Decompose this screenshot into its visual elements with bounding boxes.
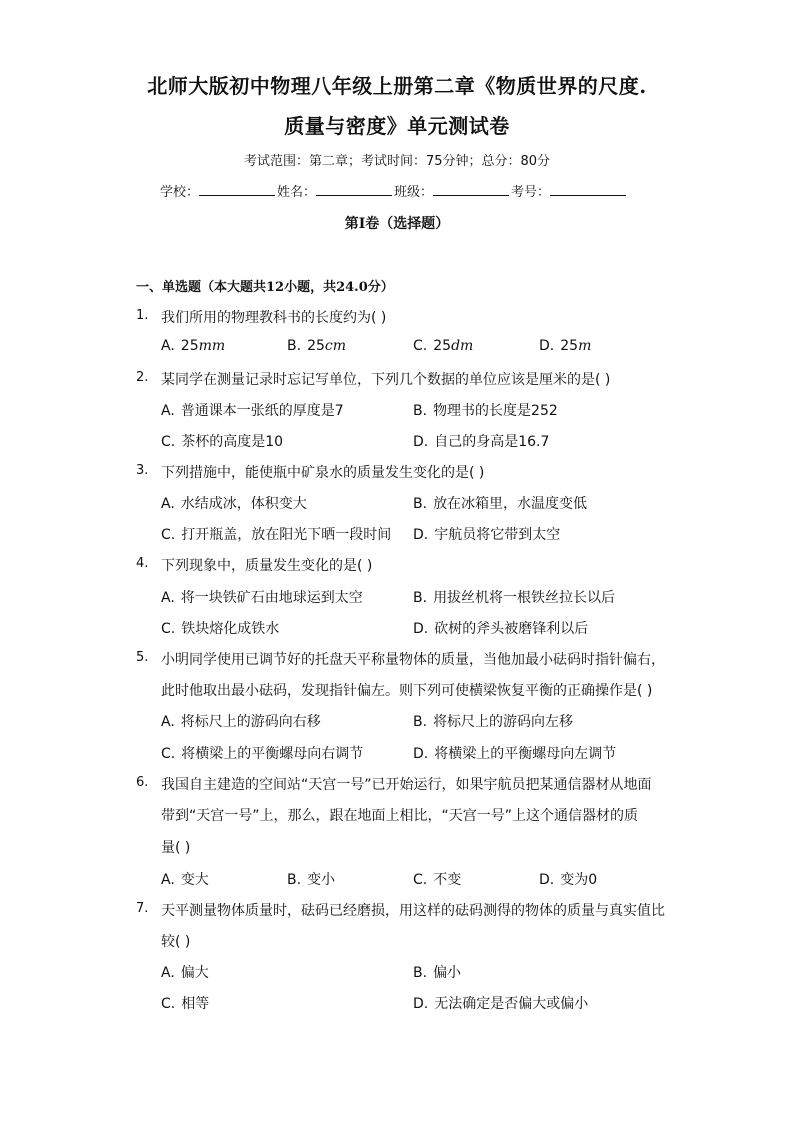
option-text: 普通课本一张纸的厚度是7 (180, 403, 344, 419)
option-b[interactable] (287, 338, 346, 354)
option-b[interactable] (413, 711, 573, 731)
option-d[interactable] (413, 431, 549, 451)
option-text: 砍树的斧头被磨锋利以后 (434, 621, 589, 637)
option-c[interactable] (413, 338, 473, 354)
option-a[interactable] (161, 711, 321, 731)
option-key: C. (161, 434, 176, 450)
question-text-line-3: 量( ) (161, 840, 191, 856)
class-field[interactable] (394, 181, 511, 200)
option-d[interactable] (413, 993, 588, 1013)
option-c[interactable] (161, 618, 279, 638)
option-key: A. (161, 496, 175, 512)
option-key: B. (413, 590, 428, 606)
option-text: 水结成冰，体积变大 (180, 496, 307, 512)
question-number: 3. (136, 463, 149, 478)
option-value: 25 (307, 338, 325, 354)
question-text: 某同学在测量记录时忘记写单位，下列几个数据的单位应该是厘米的是( ) (161, 372, 611, 388)
option-unit: m (578, 338, 592, 354)
option-a[interactable] (161, 493, 307, 513)
question-number: 6. (136, 775, 149, 790)
option-text: 打开瓶盖，放在阳光下晒一段时间 (181, 527, 392, 543)
exam-no-label: 考号： (511, 185, 551, 200)
question-text-line-1: 我国自主建造的空间站“天宫一号”已开始运行，如果宇航员把某通信器材从地面 (161, 777, 652, 793)
question-text: 下列现象中，质量发生变化的是( ) (161, 558, 373, 574)
option-text: 相等 (181, 996, 210, 1012)
question-number: 2. (136, 370, 149, 385)
option-key: C. (161, 746, 176, 762)
option-text: 变小 (307, 872, 336, 888)
question-text-line-2: 带到“天宫一号”上，那么，跟在地面上相比，“天宫一号”上这个通信器材的质 (161, 808, 639, 824)
option-text: 物理书的长度是252 (433, 403, 558, 419)
option-key: A. (161, 965, 175, 981)
option-text: 放在冰箱里，水温度变低 (433, 496, 588, 512)
option-a[interactable] (161, 400, 344, 420)
option-text: 偏大 (180, 965, 209, 981)
question-number: 5. (136, 650, 149, 665)
option-text: 将横梁上的平衡螺母向左调节 (434, 746, 617, 762)
option-text: 用拔丝机将一根铁丝拉长以后 (433, 590, 616, 606)
option-key: D. (413, 621, 429, 637)
option-text: 无法确定是否偏大或偏小 (434, 996, 589, 1012)
option-text: 将标尺上的游码向右移 (180, 714, 321, 730)
option-value: 25 (560, 338, 579, 354)
exam-meta: 考试范围：第二章；考试时间：75分钟；总分：80分 (243, 154, 551, 169)
name-field[interactable] (277, 181, 394, 200)
option-key: D. (413, 527, 429, 543)
option-text: 将一块铁矿石由地球运到太空 (180, 590, 363, 606)
option-value: 25 (180, 338, 199, 354)
option-key: A. (161, 590, 175, 606)
option-text: 茶杯的高度是10 (181, 434, 284, 450)
name-label: 姓名： (277, 185, 317, 200)
question-text: 下列措施中，能使瓶中矿泉水的质量发生变化的是( ) (161, 465, 485, 481)
option-key: C. (413, 338, 428, 354)
exam-title-line-2: 质量与密度》单元测试卷 (284, 114, 510, 138)
option-key: A. (161, 403, 175, 419)
option-text: 铁块熔化成铁水 (181, 621, 280, 637)
option-key: D. (539, 338, 555, 354)
option-key: B. (413, 403, 428, 419)
option-key: A. (161, 872, 175, 888)
school-blank[interactable] (199, 181, 275, 196)
option-unit: mm (198, 338, 226, 354)
option-key: A. (161, 714, 175, 730)
question-text-line-1: 天平测量物体质量时，砝码已经磨损，用这样的砝码测得的物体的质量与真实值比 (161, 903, 665, 919)
option-b[interactable] (413, 400, 558, 420)
option-a[interactable] (161, 869, 209, 889)
option-b[interactable] (413, 493, 587, 513)
question-text-line-2: 较( ) (161, 934, 191, 950)
option-key: C. (413, 872, 428, 888)
option-c[interactable] (161, 524, 391, 544)
option-key: D. (413, 434, 429, 450)
option-key: C. (161, 621, 176, 637)
option-unit: dm (451, 338, 474, 354)
option-d[interactable] (413, 743, 616, 763)
option-a[interactable] (161, 587, 363, 607)
option-key: B. (287, 872, 302, 888)
option-c[interactable] (413, 869, 461, 889)
option-text: 变为0 (560, 872, 598, 888)
option-text: 将横梁上的平衡螺母向右调节 (181, 746, 364, 762)
option-a[interactable] (161, 962, 209, 982)
option-d[interactable] (539, 338, 591, 354)
option-key: A. (161, 338, 175, 354)
option-d[interactable] (413, 618, 588, 638)
option-unit: cm (324, 338, 347, 354)
option-d[interactable] (539, 869, 597, 889)
option-value: 25 (433, 338, 452, 354)
question-number: 1. (136, 308, 149, 323)
option-b[interactable] (413, 962, 461, 982)
option-c[interactable] (161, 743, 363, 763)
student-info-row (160, 181, 628, 200)
option-c[interactable] (161, 431, 283, 451)
school-field[interactable] (160, 181, 277, 200)
option-text: 偏小 (433, 965, 462, 981)
exam-no-blank[interactable] (550, 181, 626, 196)
option-text: 变大 (180, 872, 209, 888)
option-key: B. (413, 714, 428, 730)
class-blank[interactable] (433, 181, 509, 196)
option-b[interactable] (413, 587, 615, 607)
option-text: 宇航员将它带到太空 (434, 527, 561, 543)
class-label: 班级： (394, 185, 434, 200)
school-label: 学校： (160, 185, 200, 200)
exam-no-field[interactable] (511, 181, 628, 200)
option-key: B. (287, 338, 302, 354)
volume-heading: 第I卷（选择题） (344, 216, 450, 232)
option-b[interactable] (287, 869, 335, 889)
question-text-line-2: 此时他取出最小砝码，发现指针偏左。则下列可使横梁恢复平衡的正确操作是( ) (161, 683, 653, 699)
option-key: B. (413, 496, 428, 512)
option-text: 不变 (433, 872, 462, 888)
option-key: D. (413, 746, 429, 762)
option-key: C. (161, 996, 176, 1012)
exam-title-line-1: 北师大版初中物理八年级上册第二章《物质世界的尺度. (147, 74, 647, 98)
question-number: 7. (136, 901, 149, 916)
question-number: 4. (136, 556, 149, 571)
option-key: D. (413, 996, 429, 1012)
option-text: 自己的身高是16.7 (434, 434, 550, 450)
option-key: C. (161, 527, 176, 543)
option-key: B. (413, 965, 428, 981)
option-c[interactable] (161, 993, 209, 1013)
question-text-line-1: 小明同学使用已调节好的托盘天平称量物体的质量，当他加最小砝码时指针偏右， (161, 652, 665, 668)
option-text: 将标尺上的游码向左移 (433, 714, 574, 730)
option-d[interactable] (413, 524, 560, 544)
section-heading: 一、单选题（本大题共12小题，共24.0分） (136, 280, 394, 295)
option-key: D. (539, 872, 555, 888)
question-text: 我们所用的物理教科书的长度约为( ) (161, 310, 387, 326)
option-a[interactable] (161, 338, 225, 354)
name-blank[interactable] (316, 181, 392, 196)
